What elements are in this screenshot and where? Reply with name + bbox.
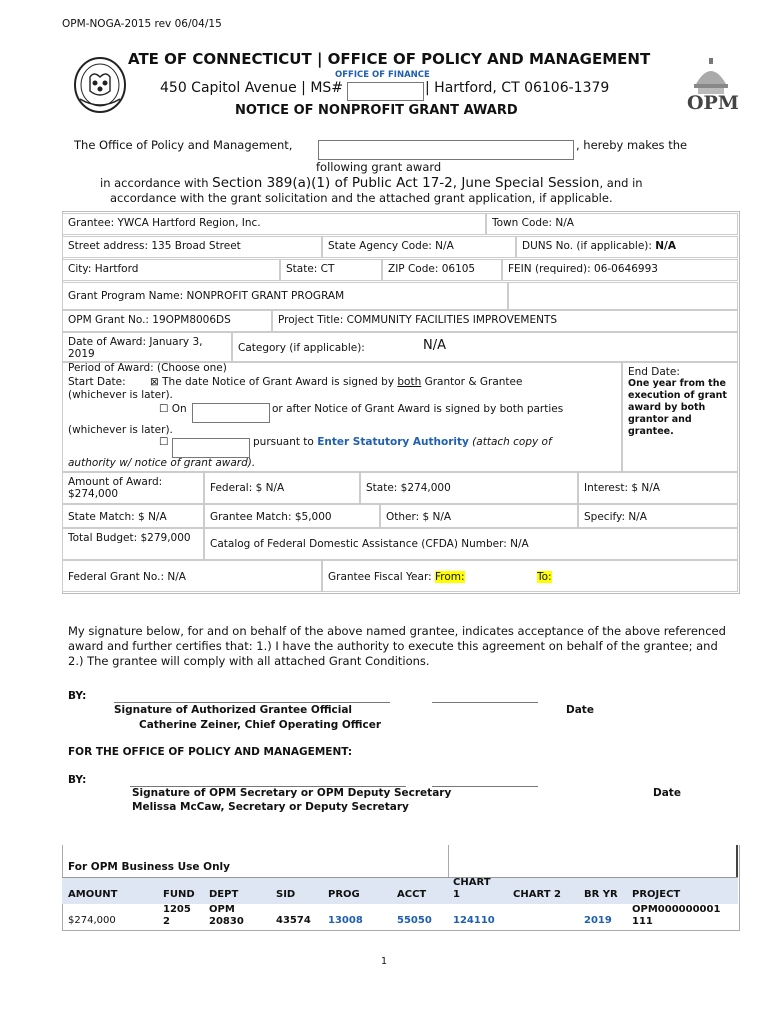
zip-cell: ZIP Code: 06105 (382, 259, 502, 281)
hdr-dept: DEPT (209, 889, 239, 900)
intro-line3-a: in accordance with (100, 176, 213, 190)
notice-title: NOTICE OF NONPROFIT GRANT AWARD (235, 103, 518, 118)
grantee-date-label: Date (566, 704, 594, 716)
row-chart1: 124110 (453, 915, 495, 926)
start-option-3-checkbox[interactable]: ☐ (159, 436, 169, 448)
street-cell: Street address: 135 Broad Street (62, 236, 322, 258)
address-left: 450 Capitol Avenue | MS# (160, 80, 344, 96)
agency-code-cell: State Agency Code: N/A (322, 236, 516, 258)
start-option-2-label[interactable]: ☐ On (159, 403, 187, 415)
program-empty-cell (508, 282, 738, 310)
hdr-chart2: CHART 2 (513, 889, 561, 900)
page-number: 1 (381, 956, 388, 967)
opt3-a: pursuant to (253, 436, 318, 448)
opm-logo-text: OPM (687, 92, 739, 114)
program-cell: Grant Program Name: NONPROFIT GRANT PROGRAM (62, 282, 508, 310)
start-option-2-text: or after Notice of Grant Award is signed by both parties (272, 403, 564, 415)
row-amount: $274,000 (68, 915, 116, 926)
date-award-cell: Date of Award: January 3, 2019 (62, 332, 232, 362)
duns-cell (516, 236, 738, 258)
opt3-d: authority w/ notice of grant award). (68, 457, 256, 469)
total-budget-cell: Total Budget: $279,000 (62, 528, 204, 560)
opm-table-title: For OPM Business Use Only (68, 861, 230, 873)
other-cell: Other: $ N/A (380, 504, 578, 528)
grantee-sig-label: Signature of Authorized Grantee Official (114, 704, 353, 716)
start-option-3-text (253, 436, 552, 448)
state-seal-icon (72, 55, 128, 115)
town-code-cell: Town Code: N/A (486, 213, 738, 235)
end-date-value: One year from the execution of grant award by both grantor and grantee. (628, 378, 727, 437)
fiscal-to-field[interactable]: To: (537, 571, 552, 583)
hdr-br-yr: BR YR (584, 889, 618, 900)
opm-name: Melissa McCaw, Secretary or Deputy Secretary (132, 801, 409, 813)
end-date-label: End Date: (628, 366, 680, 378)
intro-line2: following grant award (316, 160, 442, 174)
start-option-1-both: both (397, 376, 422, 388)
grantee-match-cell: Grantee Match: $5,000 (204, 504, 380, 528)
opt3-c: (attach copy of (468, 436, 552, 448)
state-cell: State: CT (280, 259, 382, 281)
row-sid: 43574 (276, 915, 311, 926)
statutory-authority-field[interactable]: Enter Statutory Authority (317, 436, 469, 448)
intro-line3-c: , and in (599, 176, 643, 190)
duns-value: N/A (655, 240, 677, 252)
fiscal-year-cell (322, 560, 738, 592)
fein-cell: FEIN (required): 06-0646993 (502, 259, 738, 281)
period-label: Period of Award: (Choose one) (68, 362, 227, 374)
grantee-cell: Grantee: YWCA Hartford Region, Inc. (62, 213, 486, 235)
interest-cell: Interest: $ N/A (578, 472, 738, 504)
start-option-1[interactable] (150, 376, 522, 388)
row-dept: OPM 20830 (209, 904, 244, 927)
office-label: OFFICE OF FINANCE (335, 70, 430, 80)
fiscal-from-field[interactable]: From: (434, 571, 465, 583)
end-date-cell (622, 362, 738, 472)
specify-cell: Specify: N/A (578, 504, 738, 528)
hdr-amount: AMOUNT (68, 889, 118, 900)
start-label: Start Date: (68, 376, 126, 388)
agency-name-field[interactable] (318, 140, 574, 160)
hdr-project: PROJECT (632, 889, 681, 900)
duns-label: DUNS No. (if applicable): (522, 240, 656, 252)
opm-sig-label: Signature of OPM Secretary or OPM Deputy Secretary (132, 787, 452, 799)
header-title: ATE OF CONNECTICUT | OFFICE OF POLICY AND MANAGEMENT (128, 50, 651, 68)
whichever-1: (whichever is later). (68, 389, 173, 401)
grant-no-cell: OPM Grant No.: 19OPM8006DS (62, 310, 272, 332)
amount-cell: Amount of Award: $274,000 (62, 472, 204, 504)
row-prog: 13008 (328, 915, 363, 926)
opm-logo-icon (686, 58, 739, 116)
opm-heading: FOR THE OFFICE OF POLICY AND MANAGEMENT: (68, 746, 353, 758)
hdr-sid: SID (276, 889, 296, 900)
city-cell: City: Hartford (62, 259, 280, 281)
row-fund: 12052 (163, 904, 191, 927)
intro-line1-left: The Office of Policy and Management, (74, 138, 293, 152)
fiscal-year-label: Grantee Fiscal Year: (328, 571, 435, 583)
address-right: | Hartford, CT 06106-1379 (425, 80, 610, 96)
category-value: N/A (423, 338, 446, 353)
federal-cell: Federal: $ N/A (204, 472, 360, 504)
acceptance-text: My signature below, for and on behalf of the above named grantee, indicates acceptance of the above referenced award and further certifies that: 1.) I have the authority to execute this agreement on behalf of the grantee; and 2.) The grantee will comply with all attached Grant Conditions. (68, 624, 726, 668)
row-br-yr: 2019 (584, 915, 612, 926)
row-acct: 55050 (397, 915, 432, 926)
hdr-chart1: CHART 1 (453, 877, 491, 900)
whichever-2: (whichever is later). (68, 424, 173, 436)
statutory-date-field[interactable] (172, 438, 250, 458)
start-option-1-c: Grantor & Grantee (421, 376, 523, 388)
row-project: OPM000000001111 (632, 904, 721, 927)
ms-number-field[interactable] (347, 82, 424, 101)
intro-line4: accordance with the grant solicitation and the attached grant application, if applicable. (110, 191, 613, 205)
form-id: OPM-NOGA-2015 rev 06/04/15 (62, 18, 222, 30)
intro-line1-right: , hereby makes the (576, 138, 688, 152)
category-cell (232, 332, 738, 362)
by-label-2: BY: (68, 774, 87, 786)
state-match-cell: State Match: $ N/A (62, 504, 204, 528)
grantee-signature-line[interactable] (114, 702, 390, 703)
opm-business-table (62, 845, 738, 930)
grantee-name: Catherine Zeiner, Chief Operating Officer (139, 719, 382, 731)
cfda-cell: Catalog of Federal Domestic Assistance (CFDA) Number: N/A (204, 528, 738, 560)
start-option-1-a: ⊠ The date Notice of Grant Award is signed by (150, 376, 398, 388)
category-label: Category (if applicable): (238, 342, 365, 354)
hdr-fund: FUND (163, 889, 195, 900)
hdr-prog: PROG (328, 889, 360, 900)
state-amount-cell: State: $274,000 (360, 472, 578, 504)
by-label-1: BY: (68, 690, 87, 702)
hdr-acct: ACCT (397, 889, 427, 900)
opm-date-label: Date (653, 787, 681, 799)
fed-grant-no-cell: Federal Grant No.: N/A (62, 560, 322, 592)
project-title-cell: Project Title: COMMUNITY FACILITIES IMPROVEMENTS (272, 310, 738, 332)
statute-reference: Section 389(a)(1) of Public Act 17-2, June Special Session (212, 175, 600, 191)
intro-line3 (100, 175, 643, 191)
start-date-field[interactable] (192, 403, 270, 423)
grantee-date-line[interactable] (432, 702, 538, 703)
